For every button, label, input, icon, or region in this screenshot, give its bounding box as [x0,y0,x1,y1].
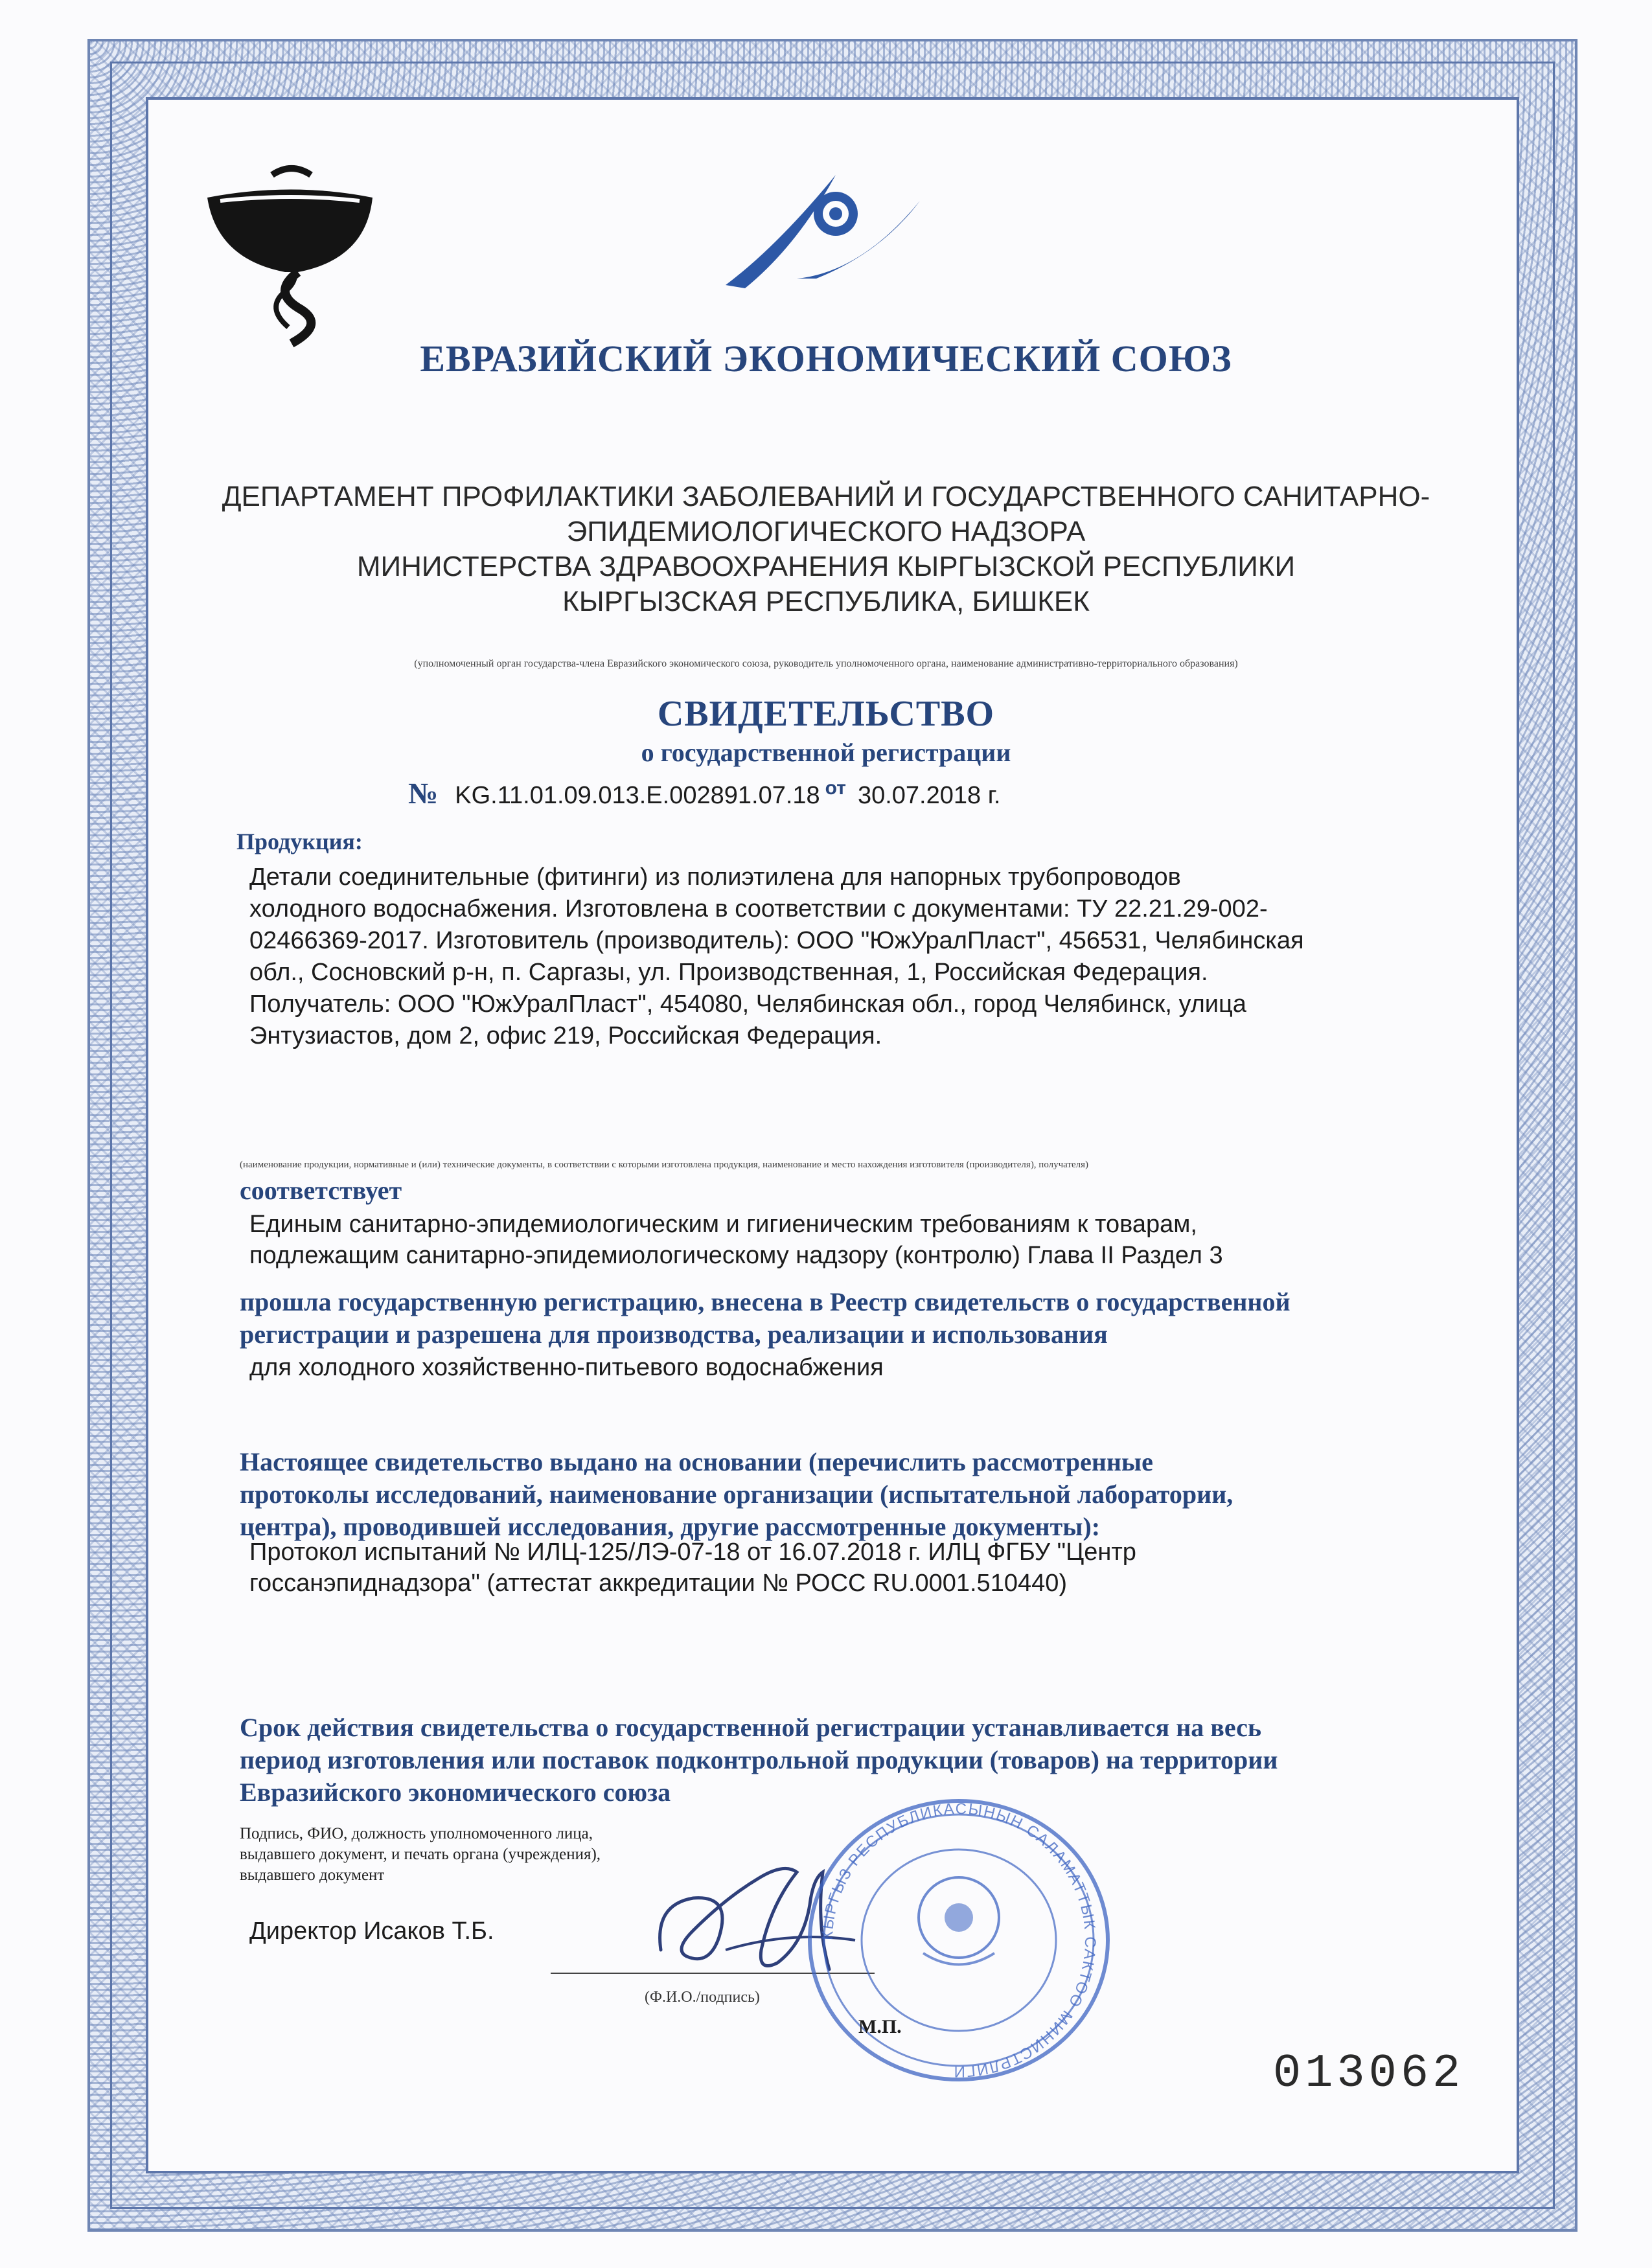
validity-line: Срок действия свидетельства о государственной регистрации устанавливается на весь [240,1713,1261,1742]
registration-number [408,776,1000,810]
product-line: 02466369-2017. Изготовитель (производитель): ООО "ЮжУралПласт", 456531, Челябинская [249,927,1304,954]
eaeu-emblem-icon [706,149,939,298]
validity-line: период изготовления или поставок подконтрольной продукции (товаров) на территории [240,1745,1278,1774]
registration-line: регистрации и разрешена для производства, реализации и использования [240,1320,1108,1349]
authority-caption: (уполномоченный орган государства-члена Евразийского экономического союза, руководитель уполномоченного органа, наименование административно-территориального образования) [414,658,1238,669]
stamp-place-label: М.П. [858,2016,902,2037]
authority-line: КЫРГЫЗСКАЯ РЕСПУБЛИКА, БИШКЕК [562,586,1090,617]
authority-line: ЭПИДЕМИОЛОГИЧЕСКОГО НАДЗОРА [566,516,1086,547]
basis-label-line: протоколы исследований, наименование организации (испытательной лаборатории, [240,1480,1233,1509]
official-stamp [797,1788,1121,2092]
signature-caption-line: выдавшего документ [240,1866,385,1884]
signature-caption [240,1824,706,1886]
union-title: ЕВРАЗИЙСКИЙ ЭКОНОМИЧЕСКИЙ СОЮЗ [420,338,1232,380]
basis-label [240,1446,1458,1543]
signature-caption-line: Подпись, ФИО, должность уполномоченного лица, [240,1825,593,1842]
certificate-title: СВИДЕТЕЛЬСТВО [657,694,995,734]
usage-scope: для холодного хозяйственно-питьевого водоснабжения [249,1354,884,1381]
validity-line: Евразийского экономического союза [240,1778,671,1807]
certificate-date: 30.07.2018 г. [857,782,1001,809]
product-line: холодного водоснабжения. Изготовлена в соответствии с документами: ТУ 22.21.29-002- [249,895,1268,922]
signature-caption-line: выдавшего документ, и печать органа (учреждения), [240,1846,601,1863]
product-description [249,862,1416,1052]
date-prefix: от [825,777,846,799]
product-line: Детали соединительные (фитинги) из полиэтилена для напорных трубопроводов [249,864,1181,891]
complies-label: соответствует [240,1176,402,1205]
basis-label-line: Настоящее свидетельство выдано на основании (перечислить рассмотренные [240,1447,1153,1476]
signature-line-caption: (Ф.И.О./подпись) [645,1989,760,2006]
product-line: обл., Сосновский р-н, п. Саргазы, ул. Производственная, 1, Российская Федерация. [249,959,1208,986]
compliance-text [249,1209,1416,1271]
product-line: Получатель: ООО "ЮжУралПласт", 454080, Челябинская обл., город Челябинск, улица [249,991,1246,1018]
basis-line: Протокол испытаний № ИЛЦ-125/ЛЭ-07-18 от 16.07.2018 г. ИЛЦ ФГБУ "Центр [249,1539,1136,1566]
compliance-line: подлежащим санитарно-эпидемиологическому надзору (контролю) Глава II Раздел 3 [249,1242,1223,1269]
basis-documents [249,1537,1416,1599]
basis-line: госсанэпиднадзора" (аттестат аккредитации № РОСС RU.0001.510440) [249,1570,1068,1597]
product-label: Продукция: [236,829,363,854]
compliance-line: Единым санитарно-эпидемиологическим и гигиеническим требованиям к товарам, [249,1211,1197,1238]
medical-emblem-icon [194,162,382,356]
authority-line: ДЕПАРТАМЕНТ ПРОФИЛАКТИКИ ЗАБОЛЕВАНИЙ И ГОСУДАРСТВЕННОГО САНИТАРНО- [222,481,1430,512]
authority-line: МИНИСТЕРСТВА ЗДРАВООХРАНЕНИЯ КЫРГЫЗСКОЙ РЕСПУБЛИКИ [356,551,1296,582]
registration-statement [240,1286,1458,1351]
basis-label-line: центра), проводившей исследования, другие рассмотренные документы): [240,1512,1101,1541]
signer-name: Директор Исаков Т.Б. [249,1918,494,1945]
form-serial-number: 013062 [1273,2047,1465,2100]
issuing-authority [168,479,1484,619]
certificate-subtitle: о государственной регистрации [641,738,1011,767]
stamp-ring-text: КЫРГЫЗ РЕСПУБЛИКАСЫНЫН САЛАМАТТЫК САКТОО МИНИСТРЛИГИ [818,1800,1099,2081]
registration-line: прошла государственную регистрацию, внесена в Реестр свидетельств о государственной [240,1287,1291,1316]
number-sign: № [408,777,439,810]
product-line: Энтузиастов, дом 2, офис 219, Российская Федерация. [249,1022,882,1049]
certificate-number: KG.11.01.09.013.Е.002891.07.18 [455,782,820,809]
product-caption: (наименование продукции, нормативные и (или) технические документы, в соответствии с которыми изготовлена продукция, наименование и место нахождения изготовителя (производителя), получателя) [240,1160,1089,1170]
